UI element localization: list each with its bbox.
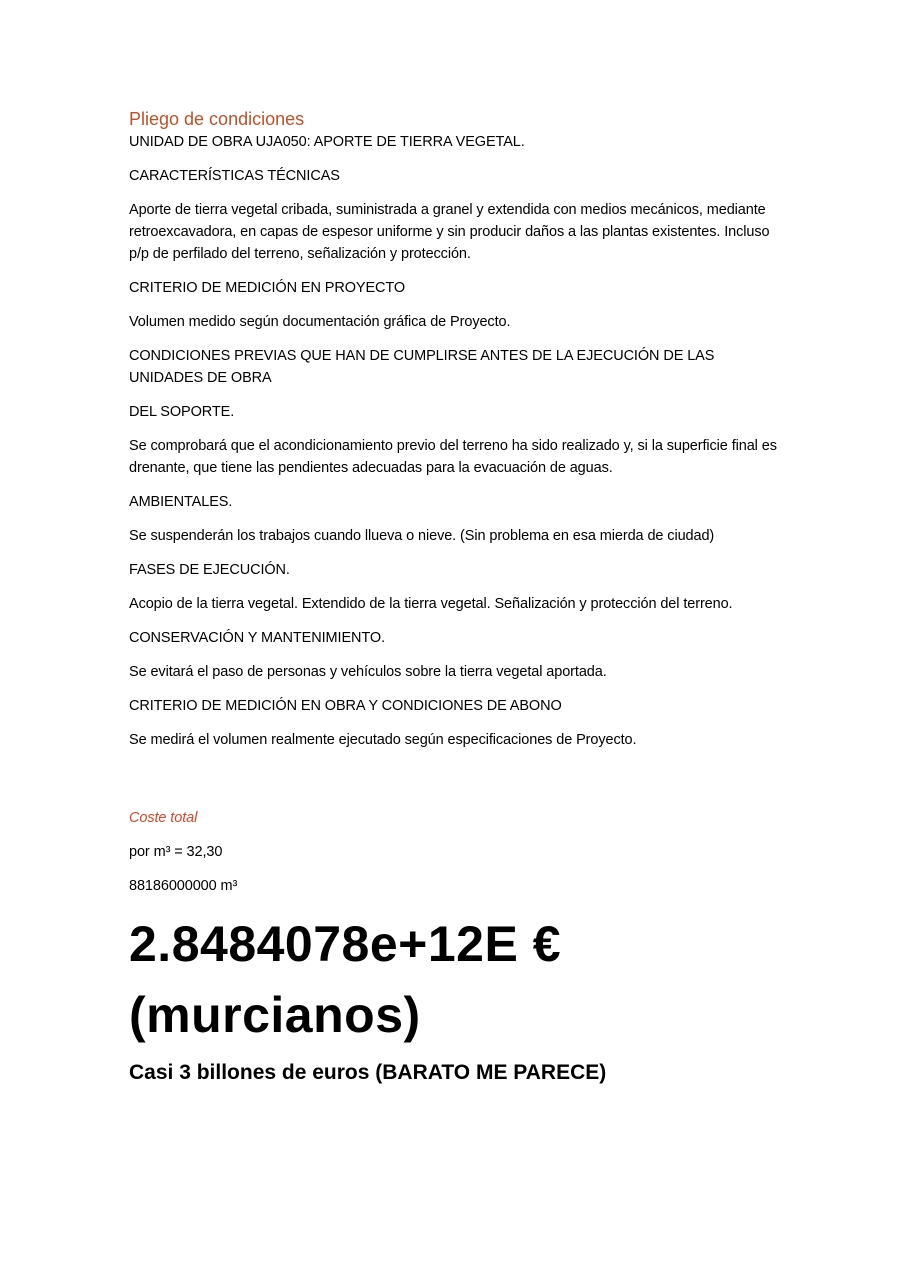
section-heading: CONSERVACIÓN Y MANTENIMIENTO. [129,630,385,646]
document-page [129,108,779,1087]
section-heading: DEL SOPORTE. [129,404,235,420]
section-heading: AMBIENTALES. [129,494,233,510]
paragraph: Se comprobará que el acondicionamiento previo del terreno ha sido realizado y, si la superficie final es drenante, que tiene las pendientes adecuadas para la evacuación de aguas. [129,438,777,476]
unit-heading: UNIDAD DE OBRA UJA050: APORTE DE TIERRA VEGETAL. [129,134,525,150]
paragraph: Aporte de tierra vegetal cribada, suministrada a granel y extendida con medios mecánicos, mediante retroexcavadora, en capas de espesor uniforme y sin producir daños a las plantas existentes. Incluso p/p de perfilado del terreno, señalización y protección. [129,202,770,262]
paragraph: Se evitará el paso de personas y vehículos sobre la tierra vegetal aportada. [129,664,607,680]
paragraph: Se medirá el volumen realmente ejecutado según especificaciones de Proyecto. [129,732,637,748]
section-heading: CONDICIONES PREVIAS QUE HAN DE CUMPLIRSE ANTES DE LA EJECUCIÓN DE LAS UNIDADES DE OBRA [129,348,715,386]
cost-total: 2.8484078e+12E € (murcianos) [129,916,562,1043]
section-heading: CARACTERÍSTICAS TÉCNICAS [129,168,340,184]
cost-volume: 88186000000 m³ [129,878,238,894]
section-heading: CRITERIO DE MEDICIÓN EN PROYECTO [129,280,406,296]
cost-per-unit: por m³ = 32,30 [129,844,223,860]
paragraph: Se suspenderán los trabajos cuando llueva o nieve. (Sin problema en esa mierda de ciudad) [129,528,715,544]
section-heading: CRITERIO DE MEDICIÓN EN OBRA Y CONDICIONES DE ABONO [129,698,562,714]
section-heading: FASES DE EJECUCIÓN. [129,562,290,578]
cost-comment: Casi 3 billones de euros (BARATO ME PARECE) [129,1061,607,1084]
cost-heading: Coste total [129,810,198,826]
paragraph: Acopio de la tierra vegetal. Extendido de la tierra vegetal. Señalización y protección del terreno. [129,596,733,612]
document-title: Pliego de condiciones [129,109,305,129]
paragraph: Volumen medido según documentación gráfica de Proyecto. [129,314,511,330]
